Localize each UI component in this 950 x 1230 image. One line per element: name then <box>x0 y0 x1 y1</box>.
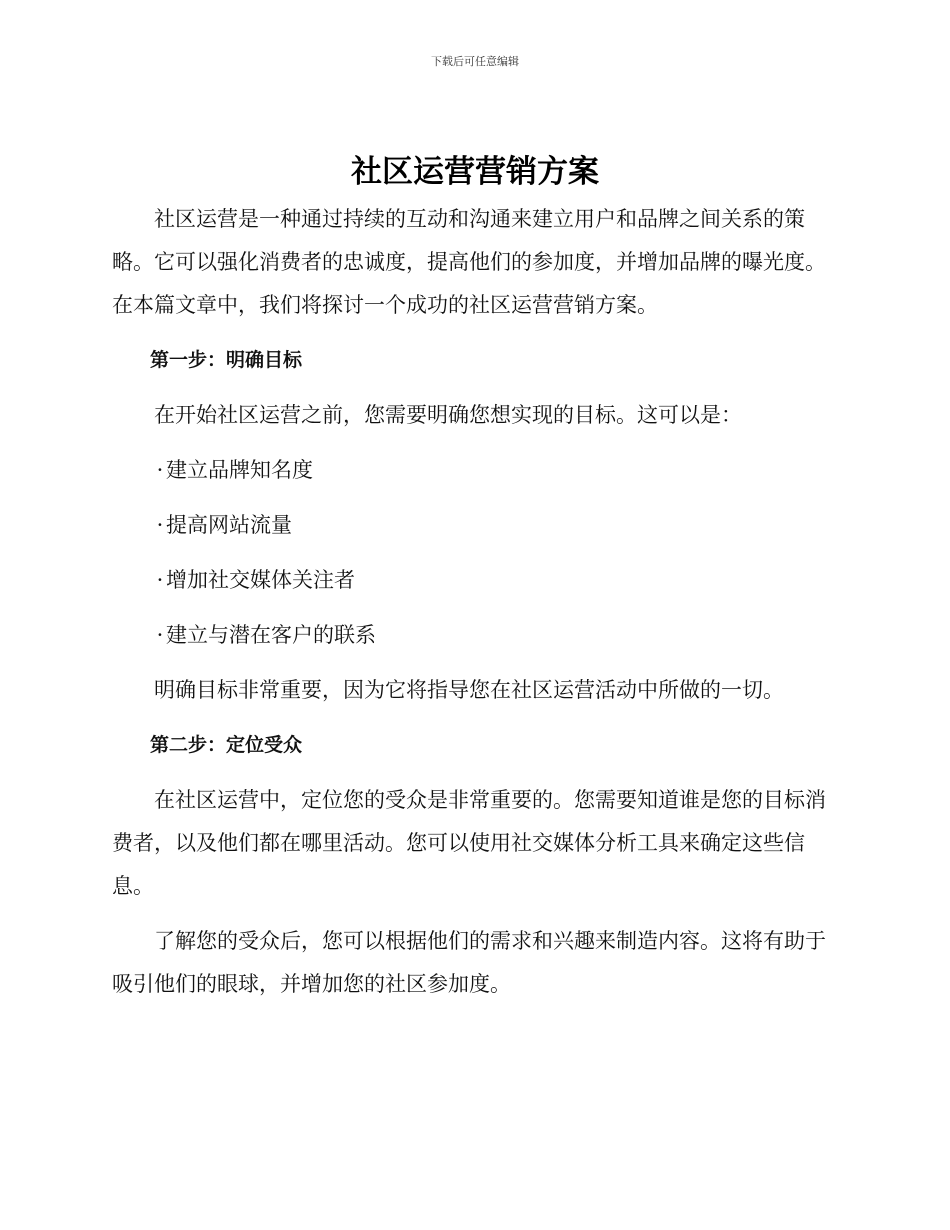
list-item <box>112 559 834 602</box>
header-note: 下载后可任意编辑 <box>431 55 519 68</box>
list-item <box>112 614 834 657</box>
step1-heading: 第一步：明确目标 <box>150 349 303 371</box>
intro-paragraph: 社区运营是一种通过持续的互动和沟通来建立用户和品牌之间关系的策略。它可以强化消费者的忠诚度，提高他们的参加度，并增加品牌的曝光度。在本篇文章中，我们将探讨一个成功的社区运营营销方案。 <box>112 207 826 317</box>
step2-paragraph-2: 了解您的受众后，您可以根据他们的需求和兴趣来制造内容。这将有助于吸引他们的眼球，并增加您的社区参加度。 <box>112 929 826 996</box>
list-item-text: 建立品牌知名度 <box>166 458 313 482</box>
bullet-dot-icon: · <box>156 623 164 647</box>
list-item-text: 提高网站流量 <box>166 513 292 537</box>
list-item-text: 增加社交媒体关注者 <box>166 568 355 592</box>
bullet-dot-icon: · <box>156 568 164 592</box>
bullet-dot-icon: · <box>156 513 164 537</box>
bullet-dot-icon: · <box>156 458 164 482</box>
step2-heading: 第二步：定位受众 <box>150 734 303 756</box>
step1-lead: 在开始社区运营之前，您需要明确您想实现的目标。这可以是： <box>154 403 742 427</box>
list-item <box>112 449 834 492</box>
step1-closing: 明确目标非常重要，因为它将指导您在社区运营活动中所做的一切。 <box>154 678 784 702</box>
document-body <box>112 198 834 1018</box>
step2-paragraph-1: 在社区运营中，定位您的受众是非常重要的。您需要知道谁是您的目标消费者，以及他们都在哪里活动。您可以使用社交媒体分析工具来确定这些信息。 <box>112 788 826 898</box>
list-item <box>112 504 834 547</box>
list-item-text: 建立与潜在客户的联系 <box>166 623 376 647</box>
document-title: 社区运营营销方案 <box>351 154 599 190</box>
